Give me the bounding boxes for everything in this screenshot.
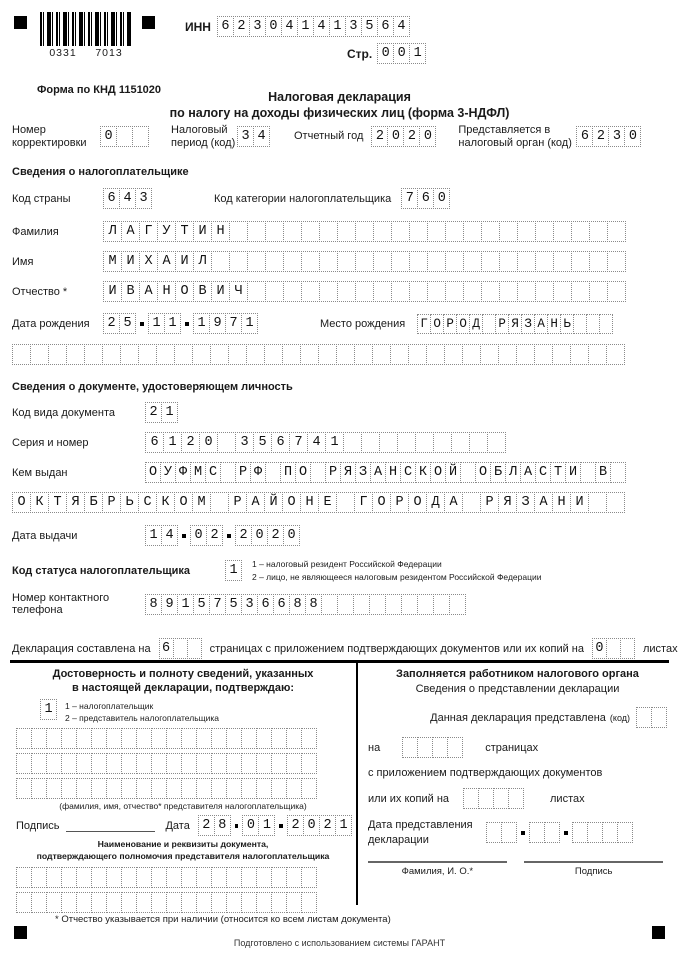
confirmation-title-line2: в настоящей декларации, подтверждаю: (71, 682, 295, 695)
confirmation-note-2: 2 – представитель налогоплательщика (65, 712, 219, 723)
patronymic-label: Отчество * (12, 285, 68, 298)
inn-label: ИНН (185, 19, 211, 34)
doc-issue-date-label: Дата выдачи (12, 529, 78, 542)
doc-issued-row (12, 462, 626, 483)
confirm-date-label: Дата (165, 819, 190, 832)
taxpayer-section-title: Сведения о налогоплательщике (12, 166, 189, 178)
surname-label: Фамилия (12, 225, 59, 238)
patronymic-row (12, 281, 626, 302)
category-code-label: Код категории налогоплательщика (214, 192, 392, 205)
correction-number-group (12, 124, 149, 149)
top-fields-row (12, 124, 668, 149)
doc-issued-row2 (12, 492, 625, 513)
official-submitted-row (368, 707, 667, 728)
firstname-field[interactable]: М И Х А И Л (103, 251, 626, 272)
birthdate-month-field[interactable]: 1 1 (148, 313, 181, 334)
official-sign-caption: Подпись (574, 866, 613, 877)
doc-series-row (12, 432, 506, 453)
official-docs-row (368, 767, 667, 779)
representative-fio-row-2 (16, 753, 352, 774)
official-fio-caption: Фамилия, И. О.* (401, 866, 474, 877)
country-code-field[interactable]: 6 4 3 (103, 188, 152, 209)
official-sign-slot (524, 861, 663, 877)
doc-issued-field-line2[interactable]: О К Т Я Б Р Ь С К О М Р А Й О Н Е Г О Р О Д А Р Я З А Н И (12, 492, 625, 513)
birthplace-extra-row (12, 344, 625, 365)
official-pages-label: страницах (485, 741, 539, 754)
date-separator-icon (564, 831, 568, 835)
confirm-date-month-field[interactable]: 0 1 (242, 815, 275, 836)
birthdate-year-field[interactable]: 1 9 7 1 (193, 313, 258, 334)
prepared-note: Подготовлено с использованием системы ГАРАНТ (233, 938, 446, 948)
pages-count-field[interactable]: 6 (159, 638, 202, 659)
barcode-number-right: 7013 (95, 47, 123, 59)
confirmation-notes (65, 700, 219, 725)
official-title: Заполняется работником налогового органа (396, 668, 639, 680)
official-sign-area (368, 861, 663, 877)
official-section (358, 663, 669, 905)
representative-fio-row-1 (16, 728, 352, 749)
official-date-label (368, 818, 486, 847)
confirmation-code-field[interactable]: 1 (40, 699, 57, 720)
phone-row (12, 592, 466, 616)
page-number-row (347, 43, 426, 64)
doc-code-field[interactable]: 2 1 (145, 402, 178, 423)
bottom-block (10, 660, 669, 905)
authority-doc-row-1 (16, 867, 352, 888)
issue-date-month-field[interactable]: 0 2 (190, 525, 223, 546)
representative-fio-row-3 (16, 778, 352, 799)
status-note-2: 2 – лицо, не являющееся налоговым резидентом Российской Федерации (252, 571, 542, 582)
barcode-icon (40, 12, 132, 46)
tax-period-group (171, 124, 270, 149)
correction-number-field[interactable]: 0 (100, 126, 149, 147)
doc-series-label: Серия и номер (12, 436, 89, 449)
authority-doc-field-2[interactable] (16, 892, 317, 913)
birthdate-day-field[interactable]: 2 5 (103, 313, 136, 334)
issue-date-year-field[interactable]: 2 0 2 0 (235, 525, 300, 546)
official-sheets-field[interactable] (463, 788, 524, 809)
firstname-row (12, 251, 626, 272)
pages-count-text2: страницах с приложением подтверждающих документов или их копий на (209, 642, 584, 655)
representative-fio-hint: (фамилия, имя, отчество* представителя налогоплательщика) (59, 801, 307, 812)
status-note-1: 1 – налоговый резидент Российской Федерации (252, 559, 442, 569)
registration-mark-icon (14, 926, 27, 939)
tax-period-label: Налоговый период (код) (171, 124, 236, 149)
official-sign-line (524, 861, 663, 863)
doc-series-field[interactable]: 6 1 2 0 3 5 6 7 4 1 (145, 432, 506, 453)
surname-row (12, 221, 626, 242)
official-on-label: на (368, 741, 381, 754)
official-date-row (368, 818, 667, 847)
correction-number-label: Номер корректировки (12, 124, 87, 149)
pages-count-text3: листах (642, 642, 678, 655)
birthplace-label: Место рождения (320, 317, 406, 330)
official-copies-label: или их копий на (368, 792, 450, 805)
document-title-line1: Налоговая декларация (268, 90, 411, 104)
official-submitted-code-field[interactable] (636, 707, 667, 728)
official-subtitle: Сведения о представлении декларации (415, 683, 620, 696)
authority-doc-caption-line1: Наименование и реквизиты документа, (97, 839, 269, 850)
official-fio-line (368, 861, 507, 863)
phone-field[interactable]: 8 9 1 5 7 5 3 6 6 8 8 (145, 594, 466, 615)
representative-fio-field-1[interactable] (16, 728, 317, 749)
patronymic-footnote: * Отчество указывается при наличии (относится ко всем листам документа) (55, 914, 391, 925)
patronymic-field[interactable]: И В А Н О В И Ч (103, 281, 626, 302)
pages-count-text1: Декларация составлена на (12, 642, 151, 655)
page-number-field[interactable]: 0 0 1 (377, 43, 426, 64)
confirm-date-year-field[interactable]: 2 0 2 1 (287, 815, 352, 836)
registration-mark-icon (14, 16, 27, 29)
tax-authority-label: Представляется в налоговый орган (код) (458, 124, 572, 149)
confirmation-code-row (40, 699, 352, 725)
doc-code-label: Код вида документа (12, 406, 115, 419)
status-code-field[interactable]: 1 (225, 560, 242, 581)
official-pages-field[interactable] (402, 737, 463, 758)
birthdate-row (12, 313, 613, 334)
status-code-row (12, 558, 541, 584)
official-copies-row (368, 788, 667, 809)
date-separator-icon (521, 831, 525, 835)
page-label: Стр. (347, 46, 373, 61)
official-sheets-label: листах (550, 792, 585, 805)
surname-field[interactable]: Л А Г У Т И Н (103, 221, 626, 242)
inn-row (185, 16, 410, 37)
representative-fio-field-3[interactable] (16, 778, 317, 799)
official-date-year-field[interactable] (572, 822, 633, 843)
signature-line (66, 820, 156, 832)
official-fio-slot (368, 861, 507, 877)
barcode-number-left: 0331 (49, 47, 77, 59)
country-row (12, 188, 668, 209)
form-code: Форма по КНД 1151020 (37, 84, 162, 96)
firstname-label: Имя (12, 255, 34, 268)
registration-mark-icon (142, 16, 155, 29)
date-separator-icon (185, 322, 189, 326)
doc-issued-label: Кем выдан (12, 466, 68, 479)
form-barcode (40, 12, 132, 59)
doc-issued-field-line1[interactable]: О У Ф М С Р Ф П О Р Я З А Н С К О Й О Б Л А С Т И В (145, 462, 626, 483)
status-code-notes (252, 558, 541, 584)
official-submitted-label: Данная декларация представлена (430, 711, 606, 724)
barcode-numbers (40, 47, 132, 59)
date-separator-icon (235, 824, 239, 828)
date-separator-icon (182, 534, 186, 538)
sheets-count-field[interactable]: 0 (592, 638, 635, 659)
birthdate-label: Дата рождения (12, 317, 90, 330)
confirmation-note-1: 1 – налогоплательщик (65, 700, 154, 711)
doc-issue-date-row (12, 525, 300, 546)
representative-fio-field-2[interactable] (16, 753, 317, 774)
phone-label: Номер контактного телефона (12, 592, 110, 616)
official-submitted-code-label: (код) (609, 712, 630, 723)
registration-mark-icon (652, 926, 665, 939)
report-year-field[interactable]: 2 0 2 0 (371, 126, 436, 147)
official-docs-label: с приложением подтверждающих документов (368, 767, 603, 780)
doc-code-row (12, 402, 178, 423)
confirmation-title (14, 667, 352, 696)
official-pages-row (368, 737, 667, 758)
official-date-label-line1: Дата представления (368, 819, 473, 832)
official-date-label-line2: декларации (368, 833, 429, 846)
status-code-label: Код статуса налогоплательщика (12, 564, 191, 577)
authority-doc-caption-line2: подтверждающего полномочия представителя налогоплательщика (36, 850, 330, 861)
date-separator-icon (279, 824, 283, 828)
date-separator-icon (140, 322, 144, 326)
authority-doc-caption (14, 839, 352, 862)
issue-date-day-field[interactable]: 1 4 (145, 525, 178, 546)
official-date-month-field[interactable] (529, 822, 560, 843)
confirmation-title-line1: Достоверность и полноту сведений, указанных (52, 668, 314, 680)
signature-date-row (16, 815, 352, 836)
authority-doc-row-2 (16, 892, 352, 913)
birthplace-field[interactable]: Г О Р О Д Р Я З А Н Ь (417, 314, 613, 334)
identity-doc-section-title: Сведения о документе, удостоверяющем личность (12, 381, 293, 393)
signature-label: Подпись (16, 819, 60, 832)
inn-field[interactable]: 6 2 3 0 4 1 4 1 3 5 6 4 (217, 16, 410, 37)
category-code-field[interactable]: 7 6 0 (401, 188, 450, 209)
document-title-line2: по налогу на доходы физических лиц (форма 3-НДФЛ) (169, 105, 510, 120)
country-code-label: Код страны (12, 192, 71, 205)
tax-authority-field[interactable]: 6 2 3 0 (576, 126, 641, 147)
tax-period-field[interactable]: 3 4 (237, 126, 270, 147)
confirmation-section (10, 663, 358, 905)
authority-doc-field-1[interactable] (16, 867, 317, 888)
report-year-group (294, 126, 436, 147)
document-title (0, 90, 679, 121)
confirm-date-day-field[interactable]: 2 8 (198, 815, 231, 836)
report-year-label: Отчетный год (294, 130, 364, 143)
date-separator-icon (227, 534, 231, 538)
tax-authority-group (458, 124, 641, 149)
birthplace-extra-field[interactable] (12, 344, 625, 365)
pages-count-row (12, 638, 678, 659)
official-date-day-field[interactable] (486, 822, 517, 843)
